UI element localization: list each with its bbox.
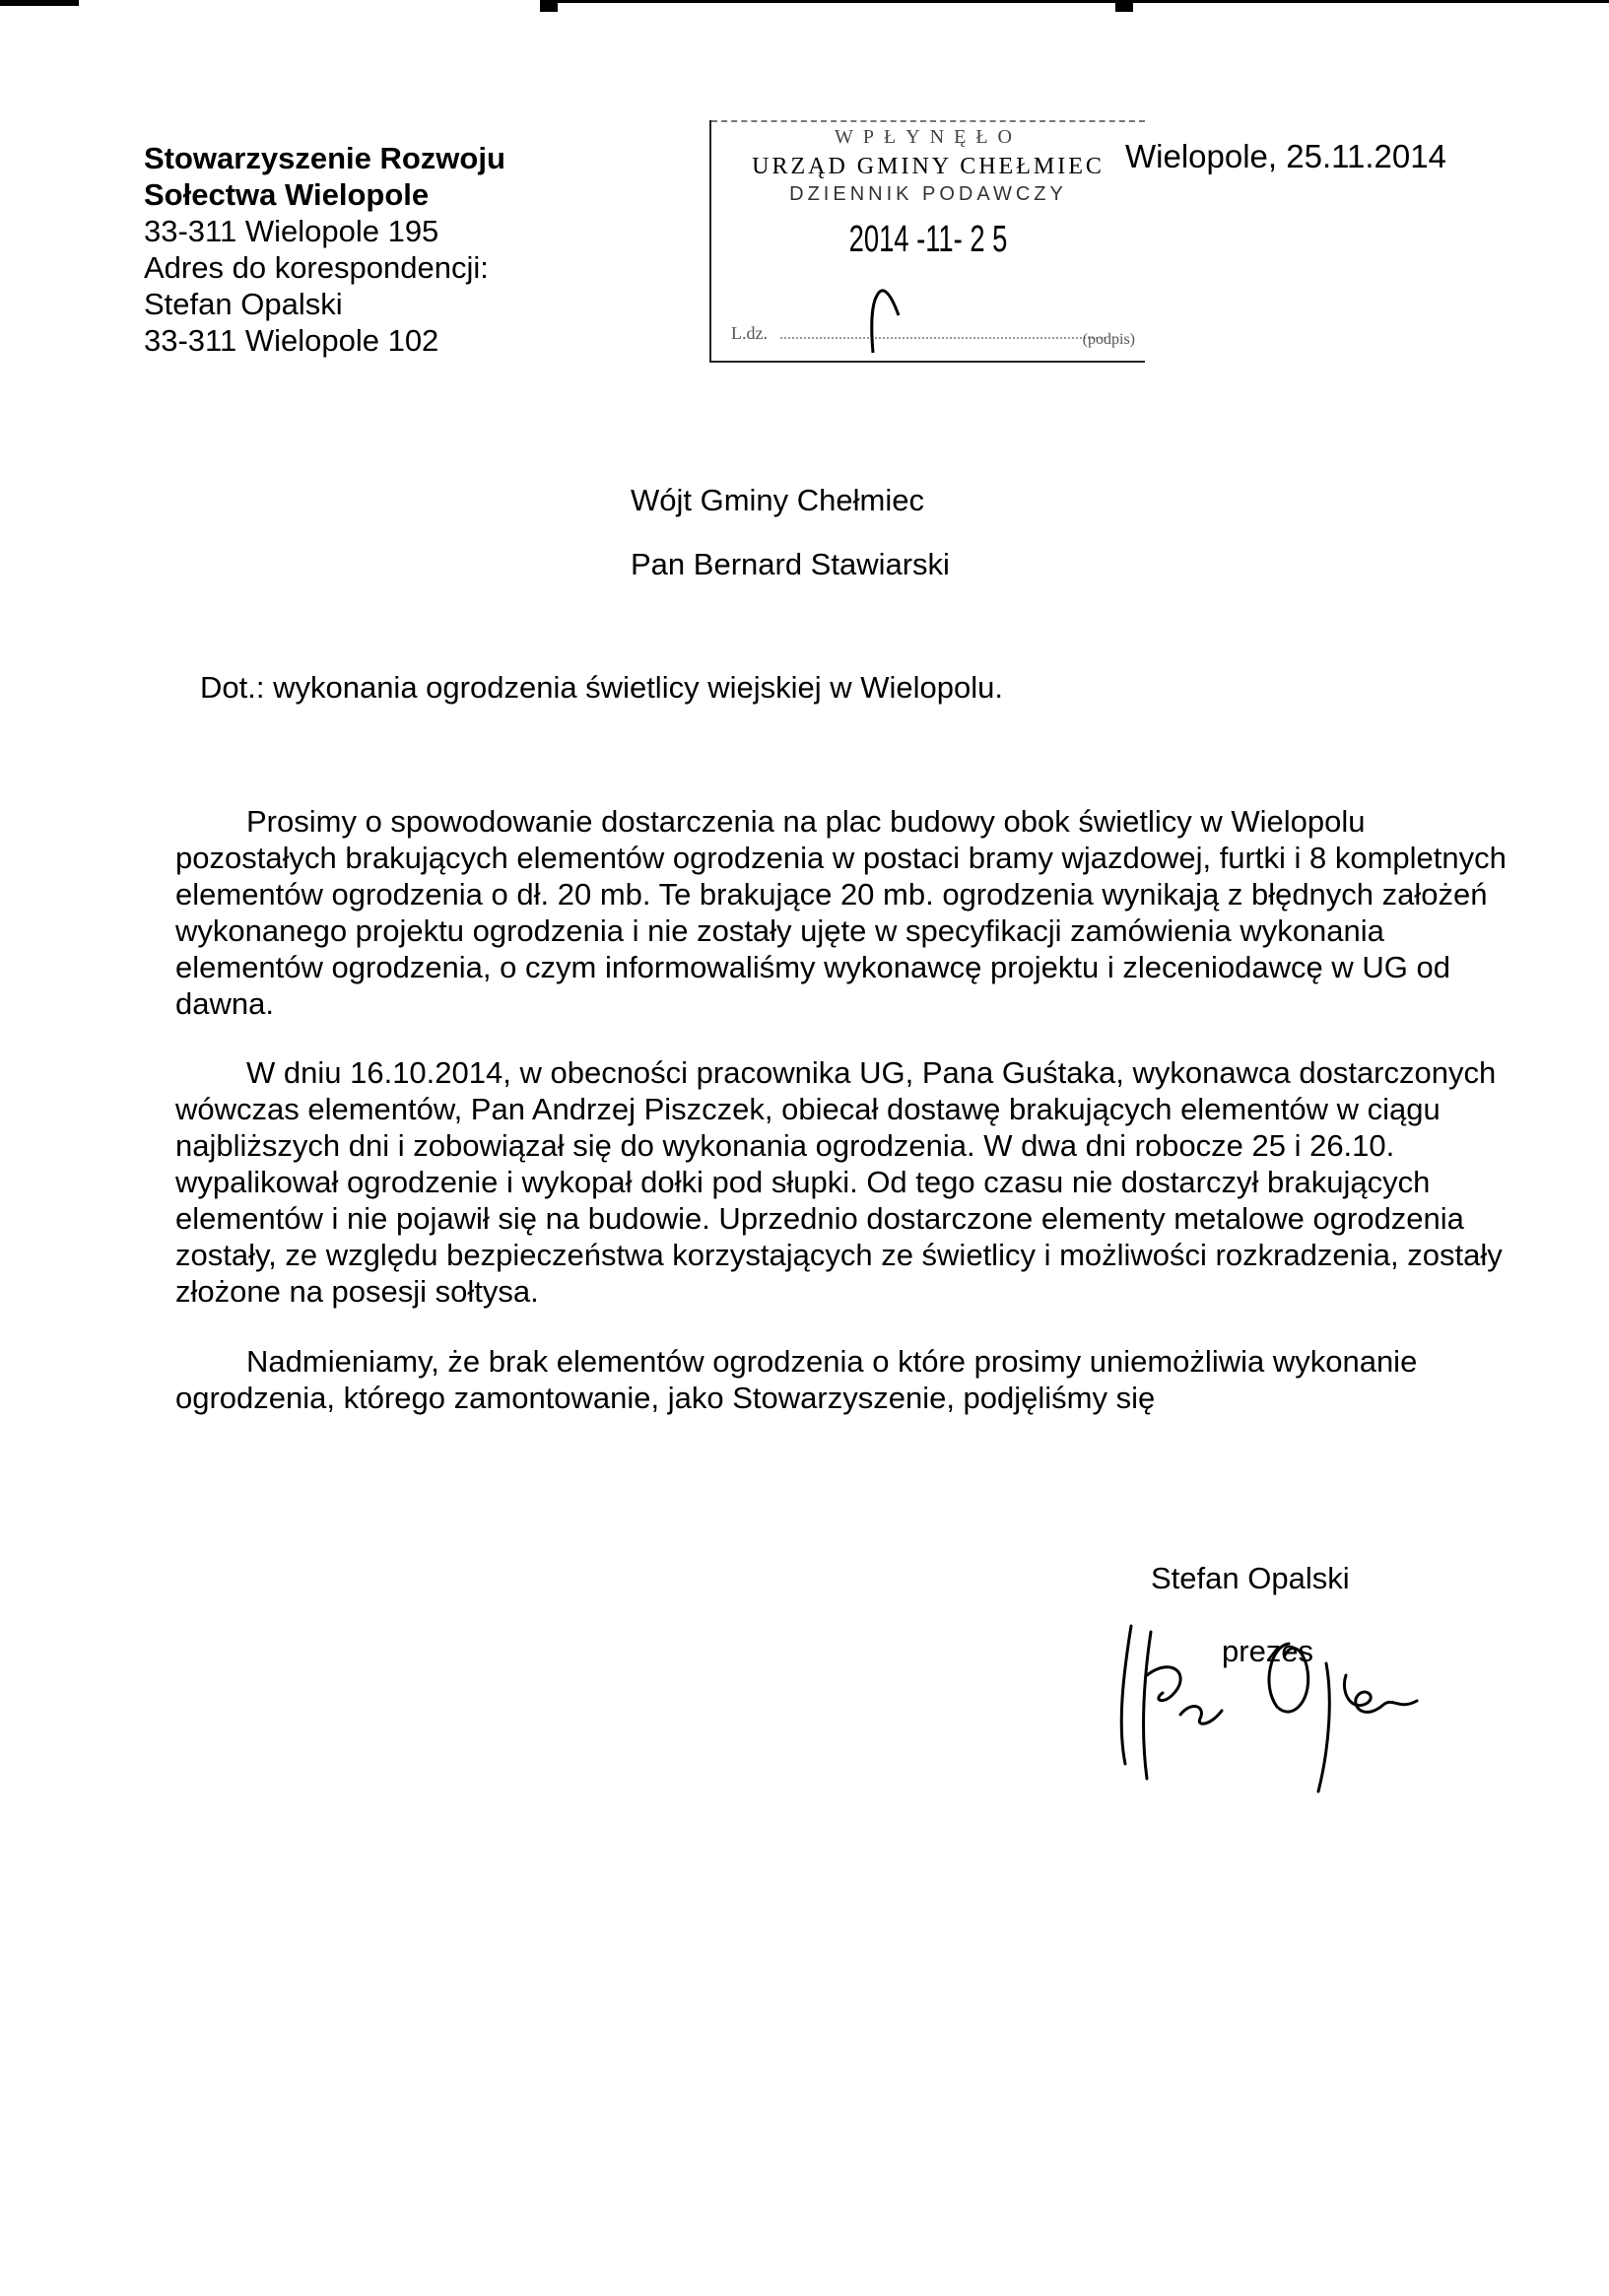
stamp-office-name: URZĄD GMINY CHEŁMIEC bbox=[752, 154, 1105, 179]
contact-name: Stefan Opalski bbox=[144, 287, 343, 321]
closing-title: prezes bbox=[1222, 1634, 1314, 1668]
stamp-signature-label: (podpis) bbox=[1082, 331, 1135, 348]
closing-name: Stefan Opalski bbox=[1151, 1561, 1350, 1595]
scan-edge-bar-left bbox=[0, 0, 79, 6]
stamp-received-label: WPŁYNĘŁO bbox=[835, 126, 1022, 148]
stamp-date: 2014 -11- 2 5 bbox=[848, 219, 1008, 260]
sender-org-line1: Stowarzyszenie Rozwoju bbox=[144, 141, 505, 175]
scan-edge-bar-right bbox=[552, 0, 1609, 3]
body-paragraph-1: Prosimy o spowodowanie dostarczenia na plac budowy obok świetlicy w Wielopolu pozostałych brakujących elementów ogrodzenia w postaci bramy wjazdowej, furtki i 8 kompletnych elementów ogrodzenia o dł. 20 mb. Te brakujące 20 mb. ogrodzenia wynikają z błędnych założeń wykonanego projektu ogrodzenia i nie zostały ujęte w specyfikacji zamówienia wykonania elementów ogrodzenia, o czym informowaliśmy wykonawcę projektu i zleceniodawcę w UG od dawna. bbox=[175, 804, 1507, 1021]
scan-edge-mark bbox=[540, 0, 558, 12]
recipient-line2: Pan Bernard Stawiarski bbox=[631, 547, 950, 581]
stamp-top-border bbox=[711, 120, 1145, 122]
handwritten-signature bbox=[1104, 1616, 1498, 1803]
stamp-reference-label: L.dz. bbox=[731, 323, 768, 343]
sender-address: 33-311 Wielopole 195 bbox=[144, 214, 439, 248]
sender-org-line2: Sołectwa Wielopole bbox=[144, 177, 430, 212]
received-stamp bbox=[709, 120, 1145, 363]
body-paragraph-2: W dniu 16.10.2014, w obecności pracownika UG, Pana Guśtaka, wykonawca dostarczonych wówczas elementów, Pan Andrzej Piszczek, obiecał dostawę brakujących elementów w ciągu najbliższych dni i zobowiązał się do wykonania ogrodzenia. W dwa dni robocze 25 i 26.10. wypalikował ogrodzenie i wykopał dołki pod słupki. Od tego czasu nie dostarczył brakujących elementów i nie pojawił się na budowie. Uprzednio dostarczone elementy metalowe ogrodzenia zostały, ze względu bezpieczeństwa korzystających ze świetlicy i możliwości rozkradzenia, zostały złożone na posesji sołtysa. bbox=[175, 1055, 1503, 1309]
scan-edge-mark bbox=[1115, 0, 1133, 12]
recipient-line1: Wójt Gminy Chełmiec bbox=[631, 483, 924, 517]
body-paragraph-3: Nadmieniamy, że brak elementów ogrodzenia o które prosimy uniemożliwia wykonanie ogrodzenia, którego zamontowanie, jako Stowarzyszenie, podjęliśmy się bbox=[175, 1344, 1418, 1415]
stamp-journal-name: DZIENNIK PODAWCZY bbox=[789, 183, 1067, 205]
sender-block bbox=[144, 140, 505, 359]
correspondence-label: Adres do korespondencji: bbox=[144, 250, 489, 285]
stamp-initials-signature bbox=[859, 276, 918, 355]
subject-line: Dot.: wykonania ogrodzenia świetlicy wiejskiej w Wielopolu. bbox=[200, 670, 1003, 705]
place-date: Wielopole, 25.11.2014 bbox=[1125, 138, 1446, 174]
stamp-dotted-line bbox=[780, 325, 1106, 339]
contact-address: 33-311 Wielopole 102 bbox=[144, 323, 439, 358]
